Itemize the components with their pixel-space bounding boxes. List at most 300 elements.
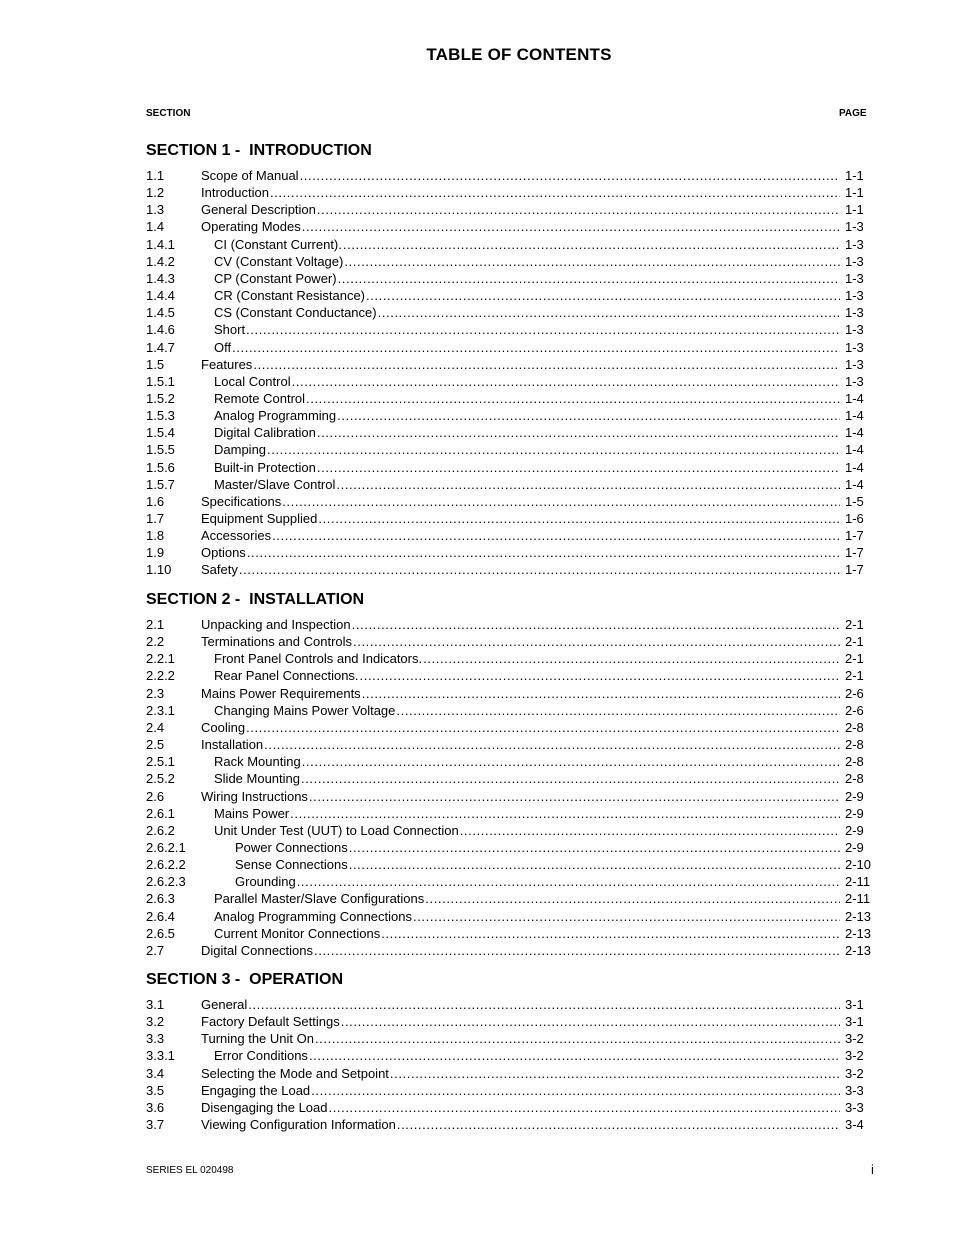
toc-entry-page: 1-7 [845, 528, 864, 544]
dot-leader [301, 770, 840, 787]
toc-entry-number: 2.2 [146, 634, 165, 650]
toc-entry-page: 2-6 [845, 702, 864, 718]
toc-entry-page: 1-4 [845, 476, 864, 492]
toc-entry-line [201, 527, 840, 544]
toc-entry-page: 1-7 [845, 545, 864, 561]
toc-entry[interactable] [0, 890, 954, 907]
toc-entry[interactable] [0, 441, 954, 458]
toc-entry-page: 1-4 [845, 442, 864, 458]
page-title: TABLE OF CONTENTS [426, 45, 612, 64]
toc-entry-number: 3.6 [146, 1099, 165, 1115]
toc-entry-label: Parallel Master/Slave Configurations [214, 891, 425, 907]
toc-entry-line [214, 424, 840, 441]
toc-entry-number: 1.4.6 [146, 322, 175, 338]
dot-leader [413, 908, 840, 925]
toc-entry-number: 2.6.2 [146, 822, 175, 838]
toc-entry-page: 1-3 [845, 253, 864, 269]
toc-entry-line [214, 373, 840, 390]
dot-leader [239, 561, 840, 578]
toc-entry-number: 1.10 [146, 562, 172, 578]
toc-entry-number: 1.4.3 [146, 270, 175, 286]
toc-entry-label: Digital Calibration [214, 425, 316, 441]
dot-leader [341, 1013, 840, 1030]
toc-entry-line [201, 493, 840, 510]
toc-entry-line [201, 1065, 840, 1082]
dot-leader [282, 493, 840, 510]
toc-entry[interactable] [0, 633, 954, 650]
toc-entry-page: 2-13 [845, 925, 872, 941]
toc-entry-label: Unit Under Test (UUT) to Load Connection [214, 822, 459, 838]
toc-entry-label: Power Connections [235, 839, 348, 855]
toc-entry-number: 2.3 [146, 685, 165, 701]
toc-entry-label: Analog Programming [214, 408, 337, 424]
toc-entry-line [235, 856, 840, 873]
toc-entry-number: 2.2.2 [146, 668, 175, 684]
toc-entry-page: 1-1 [845, 168, 864, 183]
toc-entry-page: 2-9 [845, 822, 864, 838]
dot-leader [336, 476, 840, 493]
dot-leader [397, 1116, 840, 1133]
toc-entry-line [214, 304, 840, 321]
toc-entry-number: 1.9 [146, 545, 165, 561]
toc-entry-line [214, 407, 840, 424]
toc-entry-line [201, 996, 840, 1013]
dot-leader [248, 996, 840, 1013]
toc-entry-line [201, 167, 840, 184]
toc-entry-page: 3-2 [845, 1048, 864, 1064]
dot-leader [246, 719, 840, 736]
toc-entry-line [214, 270, 840, 287]
toc-entry-number: 1.5.5 [146, 442, 175, 458]
toc-entry-page: 2-13 [845, 942, 872, 958]
toc-entry-page: 1-6 [845, 511, 864, 526]
toc-entry-number: 1.5.7 [146, 476, 175, 492]
toc-entry[interactable] [0, 527, 954, 544]
footer-series-label: SERIES EL 020498 [146, 1165, 234, 1176]
toc-entry-number: 1.5.6 [146, 459, 175, 475]
toc-entry-number: 2.6.3 [146, 891, 175, 907]
toc-entry-line [201, 1030, 840, 1047]
toc-entry-page: 1-4 [845, 425, 864, 441]
dot-leader [302, 753, 840, 770]
dot-leader [314, 942, 840, 959]
toc-entry[interactable] [0, 1065, 954, 1082]
toc-entry-page: 1-7 [845, 562, 864, 578]
toc-entry-number: 2.5.2 [146, 771, 175, 787]
toc-entry-line [214, 441, 840, 458]
toc-entry[interactable] [0, 996, 954, 1013]
toc-entry[interactable] [0, 702, 954, 719]
toc-entry-page: 1-3 [845, 305, 864, 321]
toc-entry[interactable] [0, 805, 954, 822]
toc-entry-page: 2-11 [845, 891, 871, 907]
toc-entry-line [214, 287, 840, 304]
toc-entry-page: 1-3 [845, 373, 864, 389]
dot-leader [366, 287, 840, 304]
dot-leader [317, 201, 840, 218]
toc-entry[interactable] [0, 510, 954, 527]
dot-leader [423, 650, 840, 667]
toc-entry-label: Cooling [201, 719, 246, 735]
toc-entry[interactable] [0, 616, 954, 633]
dot-leader [349, 839, 840, 856]
toc-entry-page: 1-3 [845, 236, 864, 252]
toc-entry-page: 2-1 [845, 634, 864, 650]
toc-entry[interactable] [0, 736, 954, 753]
toc-entry-label: CV (Constant Voltage) [214, 253, 344, 269]
toc-entry-label: CR (Constant Resistance) [214, 288, 365, 304]
toc-entry-number: 1.3 [146, 202, 165, 218]
toc-entry-number: 1.5.3 [146, 408, 175, 424]
toc-entry[interactable] [0, 287, 954, 304]
toc-entry[interactable] [0, 667, 954, 684]
toc-entry-page: 1-3 [845, 219, 864, 235]
section-heading: SECTION 3 - OPERATION [146, 971, 344, 988]
toc-entry-page: 2-13 [845, 908, 872, 924]
toc-entry-page: 1-1 [845, 185, 864, 201]
toc-entry-label: Digital Connections [201, 942, 314, 958]
toc-entry-page: 2-8 [845, 771, 864, 787]
toc-entry-number: 2.6 [146, 788, 165, 804]
toc-entry-number: 1.5.1 [146, 373, 175, 389]
toc-entry-page: 2-8 [845, 737, 864, 753]
toc-entry-label: Turning the Unit On [201, 1031, 314, 1047]
toc-entry[interactable] [0, 1013, 954, 1030]
toc-entry-number: 1.4.2 [146, 253, 175, 269]
dot-leader [396, 702, 840, 719]
toc-entry-line [214, 650, 840, 667]
toc-entry-number: 1.5.2 [146, 390, 175, 406]
toc-entry-number: 1.4.1 [146, 236, 175, 252]
toc-entry-page: 3-3 [845, 1099, 864, 1115]
toc-entry-line [201, 510, 840, 527]
toc-entry-label: Scope of Manual [201, 168, 299, 183]
toc-entry-page: 3-2 [845, 1031, 864, 1047]
toc-entry-label: Specifications [201, 493, 282, 509]
toc-entry-label: CS (Constant Conductance) [214, 305, 377, 321]
toc-entry-number: 2.6.5 [146, 925, 175, 941]
footer-page-number: i [871, 1162, 874, 1177]
toc-entry-label: Mains Power [214, 805, 290, 821]
dot-leader [390, 1065, 840, 1082]
toc-entry-label: Built-in Protection [214, 459, 316, 475]
toc-entry-number: 1.4.4 [146, 288, 175, 304]
toc-entry-page: 1-3 [845, 288, 864, 304]
toc-entry-line [214, 1047, 840, 1064]
toc-entry-line [214, 753, 840, 770]
dot-leader [362, 685, 840, 702]
toc-entry-number: 2.1 [146, 617, 165, 632]
toc-entry-number: 3.1 [146, 997, 165, 1012]
toc-entry[interactable] [0, 719, 954, 736]
toc-entry[interactable] [0, 218, 954, 235]
toc-entry-page: 3-1 [845, 1014, 864, 1030]
dot-leader [246, 321, 840, 338]
toc-entry-line [214, 390, 840, 407]
dot-leader [292, 373, 840, 390]
toc-entry-label: Grounding [235, 874, 296, 890]
toc-entry-label: Wiring Instructions [201, 788, 308, 804]
toc-entry-page: 1-3 [845, 322, 864, 338]
toc-entry-number: 3.7 [146, 1117, 165, 1133]
toc-entry-page: 2-9 [845, 839, 864, 855]
toc-entry-number: 1.4 [146, 219, 165, 235]
toc-entry-page: 1-1 [845, 202, 864, 218]
toc-entry-page: 1-3 [845, 270, 864, 286]
dot-leader [317, 424, 840, 441]
section-heading: SECTION 1 - INTRODUCTION [146, 142, 372, 159]
toc-entry-number: 1.5 [146, 356, 165, 372]
dot-leader [290, 805, 840, 822]
toc-entry-label: Unpacking and Inspection [201, 617, 351, 632]
toc-entry-label: Local Control [214, 373, 291, 389]
toc-entry-page: 2-9 [845, 805, 864, 821]
toc-entry-page: 2-9 [845, 788, 864, 804]
toc-entry-number: 2.6.1 [146, 805, 175, 821]
toc-entry-label: Master/Slave Control [214, 476, 336, 492]
toc-entry-page: 2-8 [845, 719, 864, 735]
toc-entry[interactable] [0, 1047, 954, 1064]
toc-entry-line [201, 218, 840, 235]
toc-entry[interactable] [0, 1030, 954, 1047]
toc-entry[interactable] [0, 942, 954, 959]
toc-entry-line [214, 805, 840, 822]
toc-entry-number: 3.3 [146, 1031, 165, 1047]
toc-entry[interactable] [0, 270, 954, 287]
toc-entry-label: Viewing Configuration Information [201, 1117, 396, 1133]
toc-entry-line [214, 459, 840, 476]
toc-entry-number: 2.5.1 [146, 754, 175, 770]
toc-entry-line [201, 356, 840, 373]
toc-entry-line [235, 873, 840, 890]
toc-entry-page: 2-11 [845, 874, 871, 890]
toc-entry-page: 2-8 [845, 754, 864, 770]
toc-entry-page: 1-4 [845, 390, 864, 406]
toc-entry-label: Changing Mains Power Voltage [214, 702, 396, 718]
dot-leader [311, 1082, 840, 1099]
toc-entry-line [235, 839, 840, 856]
toc-entry-label: Damping [214, 442, 267, 458]
toc-entry-number: 1.8 [146, 528, 165, 544]
toc-entry[interactable] [0, 788, 954, 805]
toc-entry[interactable] [0, 561, 954, 578]
dot-leader [349, 856, 840, 873]
toc-entry[interactable] [0, 650, 954, 667]
toc-entry[interactable] [0, 1116, 954, 1133]
section-heading: SECTION 2 - INSTALLATION [146, 591, 365, 608]
toc-entry-line [201, 719, 840, 736]
toc-entry[interactable] [0, 253, 954, 270]
toc-entry-number: 1.6 [146, 493, 165, 509]
toc-entry-label: Error Conditions [214, 1048, 308, 1064]
toc-entry[interactable] [0, 459, 954, 476]
toc-entry-label: Terminations and Controls [201, 634, 353, 650]
toc-entry-line [201, 1099, 840, 1116]
dot-leader [460, 822, 840, 839]
toc-entry-label: Off [214, 339, 232, 355]
toc-entry-label: CI (Constant Current). [214, 236, 342, 252]
dot-leader [300, 167, 840, 184]
toc-entry-line [214, 908, 840, 925]
dot-leader [247, 544, 840, 561]
toc-entry[interactable] [0, 493, 954, 510]
toc-entry-line [201, 1116, 840, 1133]
toc-entry-page: 2-1 [845, 651, 864, 667]
toc-entry-line [214, 702, 840, 719]
toc-entry-line [201, 544, 840, 561]
dot-leader [302, 218, 840, 235]
toc-entry-page: 3-4 [845, 1117, 864, 1133]
toc-entry[interactable] [0, 407, 954, 424]
toc-entry-label: Introduction [201, 185, 269, 201]
toc-entry-label: Operating Modes [201, 219, 301, 235]
toc-entry-label: Installation [201, 737, 264, 753]
dot-leader [381, 925, 840, 942]
toc-entry[interactable] [0, 839, 954, 856]
toc-entry-page: 3-2 [845, 1065, 864, 1081]
toc-entry-number: 3.4 [146, 1065, 165, 1081]
dot-leader [232, 339, 840, 356]
dot-leader [309, 1047, 840, 1064]
toc-entry-number: 1.4.5 [146, 305, 175, 321]
toc-entry[interactable] [0, 770, 954, 787]
toc-entry[interactable] [0, 856, 954, 873]
toc-entry-page: 2-10 [845, 857, 872, 873]
toc-entry-line [214, 667, 840, 684]
toc-entry-label: General Description [201, 202, 316, 218]
toc-entry-label: Slide Mounting [214, 771, 300, 787]
toc-entry-number: 3.2 [146, 1014, 165, 1030]
section-column-header: SECTION [146, 108, 191, 119]
toc-entry[interactable] [0, 685, 954, 702]
toc-entry[interactable] [0, 1082, 954, 1099]
toc-entry-page: 1-5 [845, 493, 864, 509]
toc-entry-label: Remote Control [214, 390, 306, 406]
dot-leader [264, 736, 840, 753]
toc-entry-page: 1-4 [845, 408, 864, 424]
toc-entry[interactable] [0, 476, 954, 493]
toc-entry[interactable] [0, 236, 954, 253]
toc-entry-label: Rack Mounting [214, 754, 301, 770]
toc-entry-number: 2.6.4 [146, 908, 175, 924]
dot-leader [272, 527, 840, 544]
toc-entry-label: Mains Power Requirements [201, 685, 361, 701]
toc-entry-line [201, 942, 840, 959]
toc-entry-page: 1-4 [845, 459, 864, 475]
toc-entry-line [201, 1082, 840, 1099]
toc-entry[interactable] [0, 925, 954, 942]
dot-leader [352, 616, 840, 633]
toc-entry-label: Disengaging the Load [201, 1099, 328, 1115]
toc-entry[interactable] [0, 304, 954, 321]
toc-entry-page: 1-3 [845, 339, 864, 355]
toc-entry-label: Current Monitor Connections [214, 925, 381, 941]
toc-entry-line [201, 561, 840, 578]
toc-entry-label: Equipment Supplied [201, 511, 318, 526]
toc-entry[interactable] [0, 390, 954, 407]
toc-entry-line [214, 321, 840, 338]
toc-entry[interactable] [0, 201, 954, 218]
toc-entry-line [214, 253, 840, 270]
toc-entry-page: 2-1 [845, 617, 864, 632]
toc-entry[interactable] [0, 339, 954, 356]
toc-entry[interactable] [0, 356, 954, 373]
dot-leader [267, 441, 840, 458]
toc-entry[interactable] [0, 321, 954, 338]
dot-leader [309, 788, 840, 805]
toc-entry-number: 2.4 [146, 719, 165, 735]
toc-entry[interactable] [0, 822, 954, 839]
toc-entry[interactable] [0, 753, 954, 770]
toc-entry-number: 1.5.4 [146, 425, 175, 441]
dot-leader [337, 407, 840, 424]
toc-entry-number: 3.3.1 [146, 1048, 175, 1064]
toc-entry-label: Accessories [201, 528, 272, 544]
toc-entry-number: 2.6.2.1 [146, 839, 186, 855]
toc-entry-page: 2-1 [845, 668, 864, 684]
toc-entry-line [201, 633, 840, 650]
toc-entry[interactable] [0, 873, 954, 890]
toc-entry-page: 2-6 [845, 685, 864, 701]
toc-entry-line [201, 184, 840, 201]
page-column-header: PAGE [839, 108, 867, 119]
toc-entry[interactable] [0, 908, 954, 925]
dot-leader [360, 667, 840, 684]
dot-leader [253, 356, 840, 373]
dot-leader [317, 459, 840, 476]
toc-entry[interactable] [0, 167, 954, 184]
toc-entry-label: Sense Connections [235, 857, 348, 873]
dot-leader [306, 390, 840, 407]
dot-leader [315, 1030, 840, 1047]
toc-entry-label: Engaging the Load [201, 1082, 311, 1098]
toc-entry-line [201, 201, 840, 218]
toc-entry-number: 3.5 [146, 1082, 165, 1098]
toc-entry-label: Rear Panel Connections. [214, 668, 359, 684]
toc-entry-line [201, 788, 840, 805]
toc-entry-number: 1.4.7 [146, 339, 175, 355]
toc-entry-label: Features [201, 356, 253, 372]
toc-entry-label: Analog Programming Connections [214, 908, 412, 924]
toc-entry-line [201, 1013, 840, 1030]
dot-leader [338, 270, 840, 287]
toc-entry[interactable] [0, 373, 954, 390]
toc-entry[interactable] [0, 184, 954, 201]
dot-leader [353, 633, 840, 650]
toc-entry[interactable] [0, 544, 954, 561]
toc-entry[interactable] [0, 1099, 954, 1116]
toc-entry-line [214, 925, 840, 942]
toc-entry-number: 1.1 [146, 168, 165, 183]
toc-entry-line [214, 476, 840, 493]
toc-entry-line [214, 339, 840, 356]
toc-entry-page: 3-3 [845, 1082, 864, 1098]
toc-entry[interactable] [0, 424, 954, 441]
toc-entry-label: General [201, 997, 248, 1012]
toc-entry-label: Options [201, 545, 246, 561]
dot-leader [344, 253, 840, 270]
toc-entry-label: Short [214, 322, 246, 338]
toc-entry-line [201, 616, 840, 633]
toc-entry-line [214, 236, 840, 253]
toc-entry-number: 2.6.2.2 [146, 857, 186, 873]
toc-entry-page: 3-1 [845, 997, 864, 1012]
toc-entry-line [201, 736, 840, 753]
toc-entry-page: 1-3 [845, 356, 864, 372]
toc-entry-number: 2.5 [146, 737, 165, 753]
toc-entry-line [214, 770, 840, 787]
toc-entry-number: 2.7 [146, 942, 165, 958]
